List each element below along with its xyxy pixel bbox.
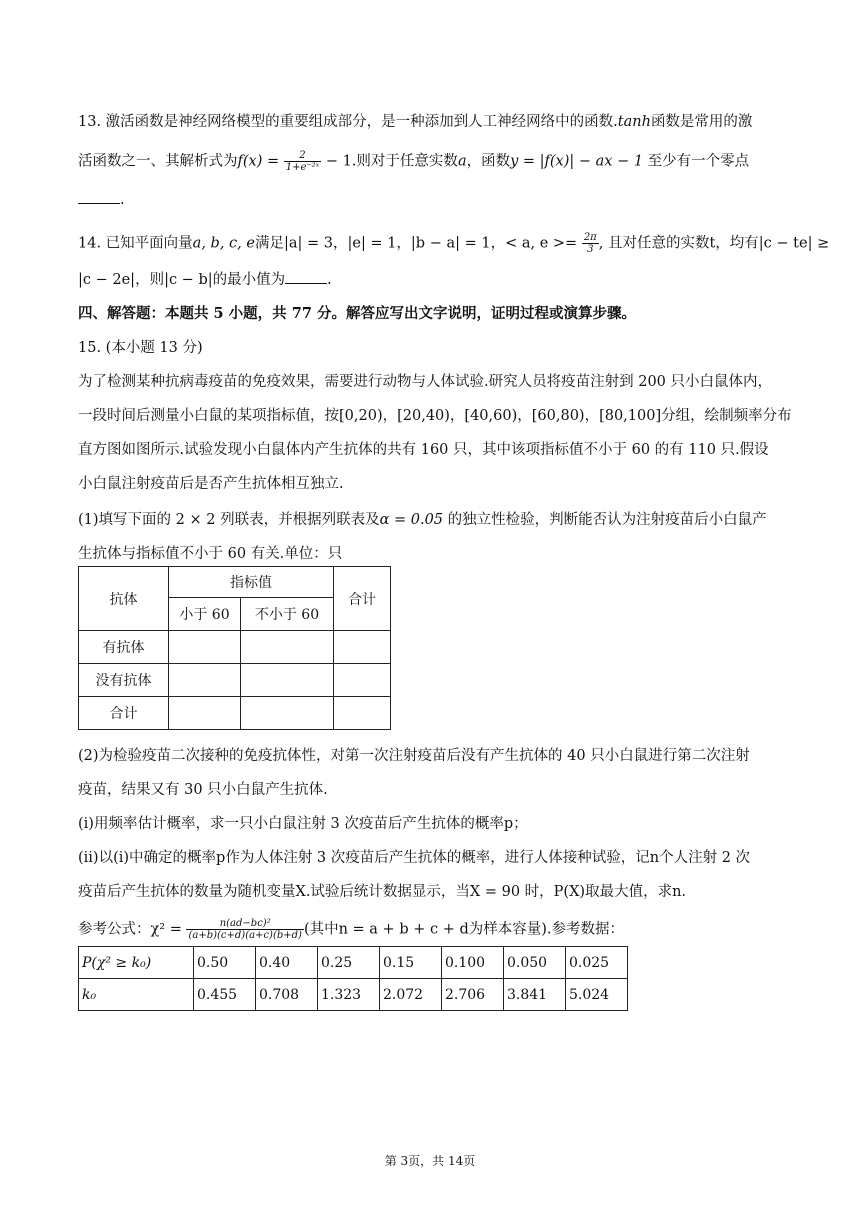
q14-line2: |c − 2e|，则|c − b|的最小值为 .	[78, 272, 332, 288]
table-cell: 0.050	[504, 947, 566, 979]
table-cell: 0.50	[194, 947, 256, 979]
contingency-table	[78, 566, 391, 730]
table-cell	[169, 631, 241, 664]
table-cell	[334, 631, 391, 664]
table-cell	[169, 697, 241, 730]
q15-para2: 一段时间后测量小白鼠的某项指标值，按[0,20)，[20,40)，[40,60)，[60,80)，[80,100]分组，绘制频率分布	[78, 408, 792, 424]
q15-sub2-line2: 疫苗，结果又有 30 只小白鼠产生抗体.	[78, 782, 328, 798]
q15-sub2-line1: (2)为检验疫苗二次接种的免疫抗体性，对第一次注射疫苗后没有产生抗体的 40 只小白鼠进行第二次注射	[78, 748, 750, 764]
header-total: 合计	[334, 567, 391, 631]
q13-fraction: $\frac{2}{\text{1+e⁻²ˣ}}$	[285, 150, 320, 173]
q14-fraction: $\frac{2\pi}{3}$	[583, 232, 597, 255]
q15-sub2-ii-line1: (ii)以(i)中确定的概率p作为人体注射 3 次疫苗后产生抗体的概率，进行人体接种试验，记n个人注射 2 次	[78, 850, 751, 866]
header-indicator: 指标值	[169, 567, 334, 598]
header-lt60: 小于 60	[169, 598, 241, 631]
table-cell: 3.841	[504, 979, 566, 1011]
table-cell: 0.40	[256, 947, 318, 979]
q15-para1: 为了检测某种抗病毒疫苗的免疫效果，需要进行动物与人体试验.研究人员将疫苗注射到 200 只小白鼠体内，	[78, 374, 772, 390]
row-label: P(χ² ≥ k₀)	[79, 947, 194, 979]
table-row	[79, 979, 628, 1011]
q15-sub2-ii-line2: 疫苗后产生抗体的数量为随机变量X.试验后统计数据显示，当X = 90 时，P(X)取最大值，求n.	[78, 884, 687, 900]
table-cell: 5.024	[566, 979, 628, 1011]
table-cell: 0.15	[380, 947, 442, 979]
q13-line1: 13. 激活函数是神经网络模型的重要组成部分，是一种添加到人工神经网络中的函数.tanh函数是常用的激	[78, 114, 753, 130]
page-footer: 第 3页，共 14页	[384, 1154, 476, 1168]
header-ge60: 不小于 60	[241, 598, 334, 631]
table-cell	[169, 664, 241, 697]
q15-sub2-i: (i)用频率估计概率，求一只小白鼠注射 3 次疫苗后产生抗体的概率p；	[78, 816, 528, 832]
q15-sub1-line1: (1)填写下面的 2 × 2 列联表，并根据列联表及α = 0.05 的独立性检验，判断能否认为注射疫苗后小白鼠产	[78, 512, 767, 528]
table-cell	[241, 664, 334, 697]
table-cell: 1.323	[318, 979, 380, 1011]
table-cell	[241, 631, 334, 664]
q15-sub1-line2: 生抗体与指标值不小于 60 有关.单位：只	[78, 546, 343, 562]
chi-square-fraction: $\frac{\text{n(ad−bc)²}}{(a+b)(c+d)(a+c)(b+d)}$	[188, 918, 302, 941]
table-cell: 0.100	[442, 947, 504, 979]
q15-header: 15. (本小题 13 分)	[78, 340, 203, 356]
answer-blank	[78, 191, 120, 204]
reference-table	[78, 946, 628, 1011]
answer-blank	[285, 271, 327, 284]
q13-line2: 活函数之一、其解析式为f(x) = $\frac{2}{\text{1+e⁻²ˣ}}$ − 1.则对于任意实数a，函数y = |f(x)| − ax − 1 至少有一个零点	[78, 150, 750, 173]
row-label: 有抗体	[79, 631, 169, 664]
q13-line3: .	[78, 190, 125, 210]
row-label: k₀	[79, 979, 194, 1011]
table-cell	[241, 697, 334, 730]
row-label: 没有抗体	[79, 664, 169, 697]
q14-line1: 14. 已知平面向量a, b, c, e满足|a| = 3，|e| = 1，|b − a| = 1，< a, e >= $\frac{2\pi}{3}$ , 且对任意的实数t，均有|c − te| ≥	[78, 232, 830, 255]
table-cell: 2.072	[380, 979, 442, 1011]
reference-formula: 参考公式：χ² = $\frac{\text{n(ad−bc)²}}{(a+b)(c+d)(a+c)(b+d)}$ (其中n = a + b + c + d为样本容量).参考数据：	[78, 918, 624, 941]
section-heading: 四、解答题：本题共 5 小题，共 77 分。解答应写出文字说明，证明过程或演算步骤。	[78, 305, 636, 322]
q15-para4: 小白鼠注射疫苗后是否产生抗体相互独立.	[78, 476, 344, 492]
q15-para3: 直方图如图所示.试验发现小白鼠体内产生抗体的共有 160 只，其中该项指标值不小于 60 的有 110 只.假设	[78, 442, 769, 458]
row-label: 合计	[79, 697, 169, 730]
table-cell: 0.025	[566, 947, 628, 979]
table-cell	[334, 664, 391, 697]
table-cell: 2.706	[442, 979, 504, 1011]
table-cell	[334, 697, 391, 730]
table-cell: 0.455	[194, 979, 256, 1011]
table-row	[79, 947, 628, 979]
table-cell: 0.25	[318, 947, 380, 979]
header-antibody: 抗体	[79, 567, 169, 631]
table-cell: 0.708	[256, 979, 318, 1011]
